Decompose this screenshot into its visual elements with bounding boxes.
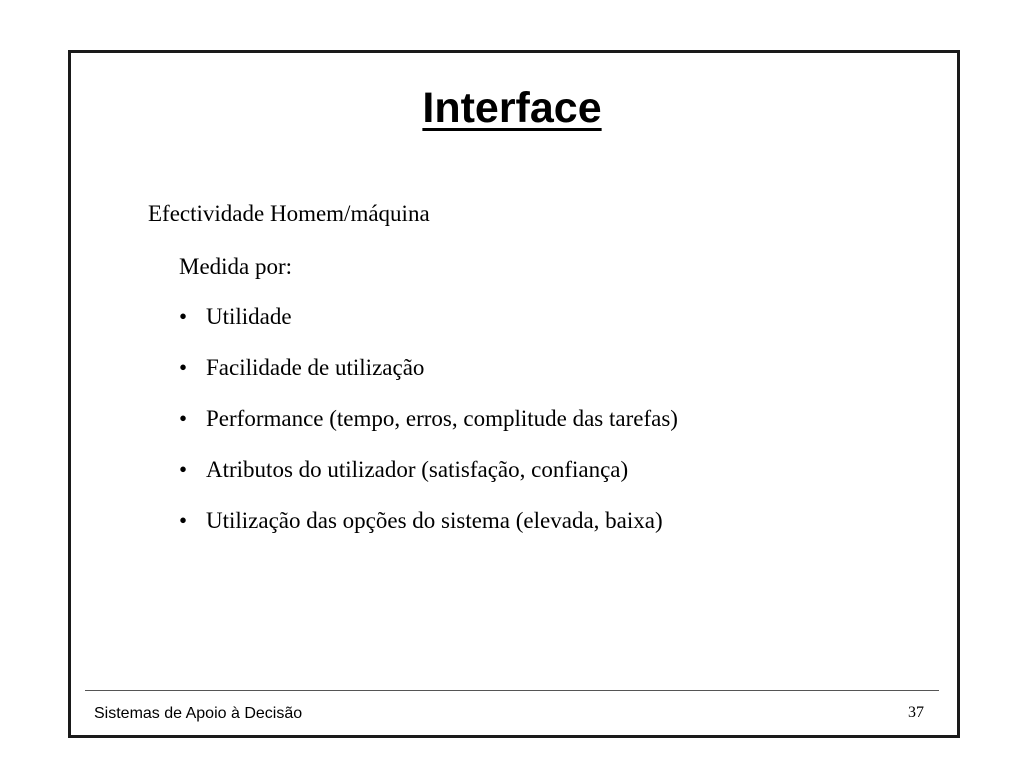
bullet-icon: • (179, 355, 188, 380)
bullet-list (179, 302, 678, 557)
bullet-text: Atributos do utilizador (satisfação, confiança) (206, 457, 629, 482)
bullet-icon: • (179, 457, 188, 482)
bullet-text: Facilidade de utilização (206, 355, 425, 380)
bullet-item (179, 506, 678, 557)
footer-course-name: Sistemas de Apoio à Decisão (94, 705, 303, 722)
subheading-text: Medida por: (179, 254, 293, 279)
bullet-item (179, 455, 678, 506)
slide-title-text: Interface (422, 84, 602, 132)
bullet-text: Performance (tempo, erros, complitude das tarefas) (206, 406, 678, 431)
bullet-text: Utilidade (206, 304, 292, 329)
footer-divider (85, 690, 939, 691)
bullet-icon: • (179, 304, 188, 329)
slide-title (0, 84, 1024, 132)
bullet-text: Utilização das opções do sistema (elevada, baixa) (206, 508, 663, 533)
bullet-item (179, 302, 678, 353)
bullet-icon: • (179, 508, 188, 533)
bullet-icon: • (179, 406, 188, 431)
page-number: 37 (908, 704, 924, 721)
bullet-item (179, 404, 678, 455)
intro-text: Efectividade Homem/máquina (148, 201, 430, 226)
bullet-item (179, 353, 678, 404)
